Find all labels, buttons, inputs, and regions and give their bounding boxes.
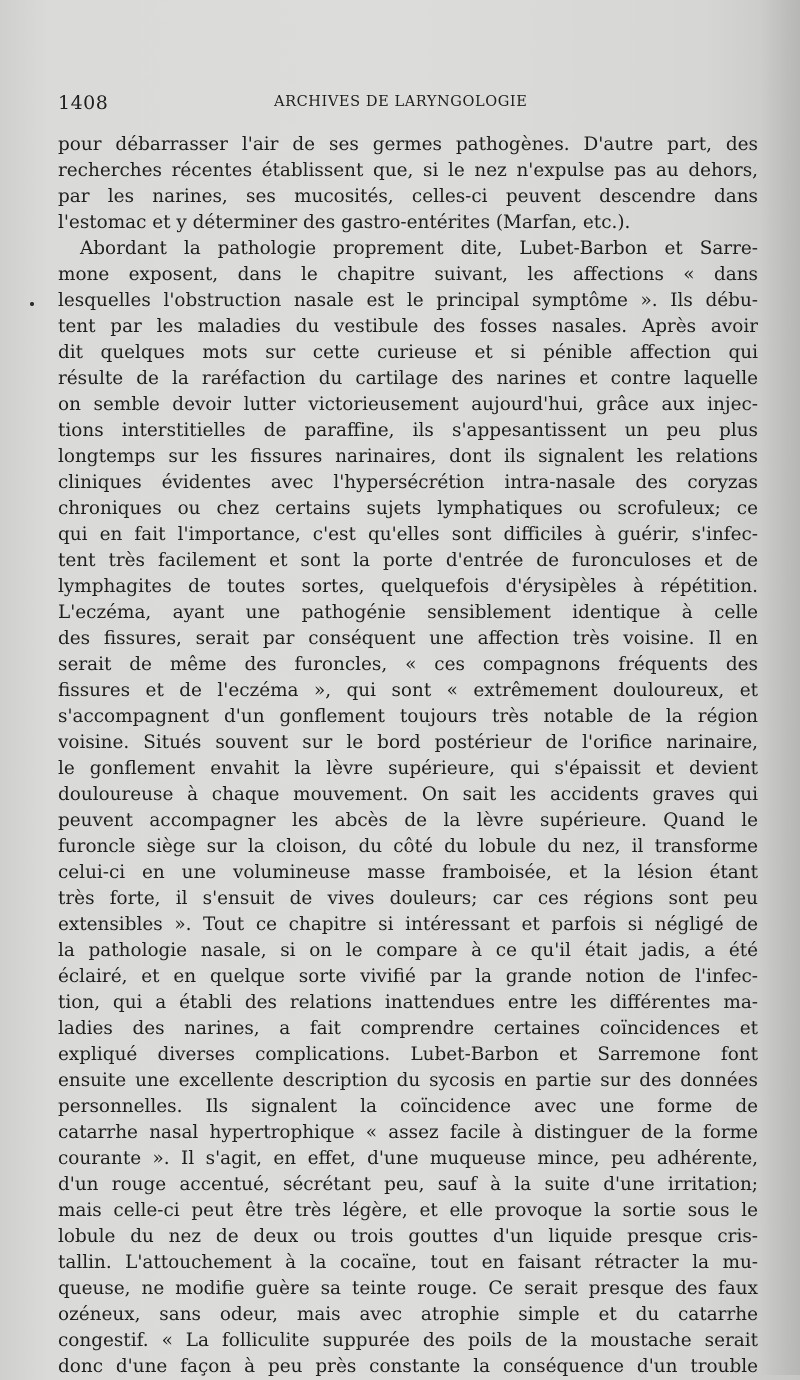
text-line: expliqué diverses complications. Lubet-Barbon et Sarremone font bbox=[58, 1044, 758, 1065]
text-line: donc d'une façon à peu près constante la conséquence d'un trouble bbox=[58, 1356, 758, 1377]
text-line: dit quelques mots sur cette curieuse et si pénible affection qui bbox=[58, 342, 758, 363]
text-line: extensibles ». Tout ce chapitre si intéressant et parfois si négligé de bbox=[58, 914, 758, 935]
text-line: personnelles. Ils signalent la coïncidence avec une forme de bbox=[58, 1096, 758, 1117]
margin-speck bbox=[30, 302, 34, 306]
text-line: longtemps sur les fissures narinaires, dont ils signalent les relations bbox=[58, 446, 758, 467]
text-line: résulte de la raréfaction du cartilage des narines et contre laquelle bbox=[58, 368, 758, 389]
text-line: tions interstitielles de paraffine, ils s'appesantissent un peu plus bbox=[58, 420, 758, 441]
text-line: tent par les maladies du vestibule des fosses nasales. Après avoir bbox=[58, 316, 758, 337]
text-line: serait de même des furoncles, « ces compagnons fréquents des bbox=[58, 654, 758, 675]
text-line: d'un rouge accentué, sécrétant peu, sauf à la suite d'une irritation; bbox=[58, 1174, 758, 1195]
text-line: on semble devoir lutter victorieusement aujourd'hui, grâce aux injec- bbox=[58, 394, 758, 415]
text-line: celui-ci en une volumineuse masse framboisée, et la lésion étant bbox=[58, 862, 758, 883]
text-line: par les narines, ses mucosités, celles-ci peuvent descendre dans bbox=[58, 186, 758, 207]
text-line: l'estomac et y déterminer des gastro-entérites (Marfan, etc.). bbox=[58, 212, 631, 233]
text-line: des fissures, serait par conséquent une affection très voisine. Il en bbox=[58, 628, 758, 649]
text-line: ozéneux, sans odeur, mais avec atrophie simple et du catarrhe bbox=[58, 1304, 758, 1325]
text-line: chroniques ou chez certains sujets lymphatiques ou scrofuleux; ce bbox=[58, 498, 758, 519]
text-line: mone exposent, dans le chapitre suivant, les affections « dans bbox=[58, 264, 758, 285]
text-line: courante ». Il s'agit, en effet, d'une muqueuse mince, peu adhérente, bbox=[58, 1148, 758, 1169]
text-line: queuse, ne modifie guère sa teinte rouge. Ce serait presque des faux bbox=[58, 1278, 758, 1299]
text-line: recherches récentes établissent que, si le nez n'expulse pas au dehors, bbox=[58, 160, 758, 181]
text-line: s'accompagnent d'un gonflement toujours très notable de la région bbox=[58, 706, 758, 727]
text-line: mais celle-ci peut être très légère, et elle provoque la sortie sous le bbox=[58, 1200, 758, 1221]
text-line: catarrhe nasal hypertrophique « assez facile à distinguer de la forme bbox=[58, 1122, 758, 1143]
page-edge-shadow bbox=[760, 0, 800, 1375]
text-line: tent très facilement et sont la porte d'entrée de furonculoses et de bbox=[58, 550, 758, 571]
text-line: voisine. Situés souvent sur le bord postérieur de l'orifice narinaire, bbox=[58, 732, 758, 753]
text-line: tion, qui a établi des relations inattendues entre les différentes ma- bbox=[58, 992, 758, 1013]
text-line: cliniques évidentes avec l'hypersécrétion intra-nasale des coryzas bbox=[58, 472, 758, 493]
text-line: L'eczéma, ayant une pathogénie sensiblement identique à celle bbox=[58, 602, 758, 623]
text-line: éclairé, et en quelque sorte vivifié par la grande notion de l'infec- bbox=[58, 966, 758, 987]
body-text bbox=[58, 132, 758, 1380]
text-line: douloureuse à chaque mouvement. On sait les accidents graves qui bbox=[58, 784, 758, 805]
text-line: très forte, il s'ensuit de vives douleurs; car ces régions sont peu bbox=[58, 888, 758, 909]
text-line: furoncle siège sur la cloison, du côté du lobule du nez, il transforme bbox=[58, 836, 758, 857]
text-line: tallin. L'attouchement à la cocaïne, tout en faisant rétracter la mu- bbox=[58, 1252, 758, 1273]
journal-title: ARCHIVES DE LARYNGOLOGIE bbox=[274, 94, 528, 110]
running-head bbox=[58, 92, 748, 116]
text-line: la pathologie nasale, si on le compare à ce qu'il était jadis, a été bbox=[58, 940, 758, 961]
text-line: lobule du nez de deux ou trois gouttes d'un liquide presque cris- bbox=[58, 1226, 758, 1247]
text-line: congestif. « La folliculite suppurée des poils de la moustache serait bbox=[58, 1330, 758, 1351]
text-line: ladies des narines, a fait comprendre certaines coïncidences et bbox=[58, 1018, 758, 1039]
text-line: lesquelles l'obstruction nasale est le principal symptôme ». Ils débu- bbox=[58, 290, 758, 311]
text-line: pour débarrasser l'air de ses germes pathogènes. D'autre part, des bbox=[58, 134, 758, 155]
text-line: lymphagites de toutes sortes, quelquefois d'érysipèles à répétition. bbox=[58, 576, 758, 597]
text-line: ensuite une excellente description du sycosis en partie sur des données bbox=[58, 1070, 758, 1091]
page-number: 1408 bbox=[58, 92, 109, 114]
text-line: fissures et de l'eczéma », qui sont « extrêmement douloureux, et bbox=[58, 680, 758, 701]
text-line: Abordant la pathologie proprement dite, Lubet-Barbon et Sarre- bbox=[80, 238, 758, 259]
text-line: qui en fait l'importance, c'est qu'elles sont difficiles à guérir, s'infec- bbox=[58, 524, 758, 545]
text-line: le gonflement envahit la lèvre supérieure, qui s'épaissit et devient bbox=[58, 758, 758, 779]
text-line: peuvent accompagner les abcès de la lèvre supérieure. Quand le bbox=[58, 810, 758, 831]
